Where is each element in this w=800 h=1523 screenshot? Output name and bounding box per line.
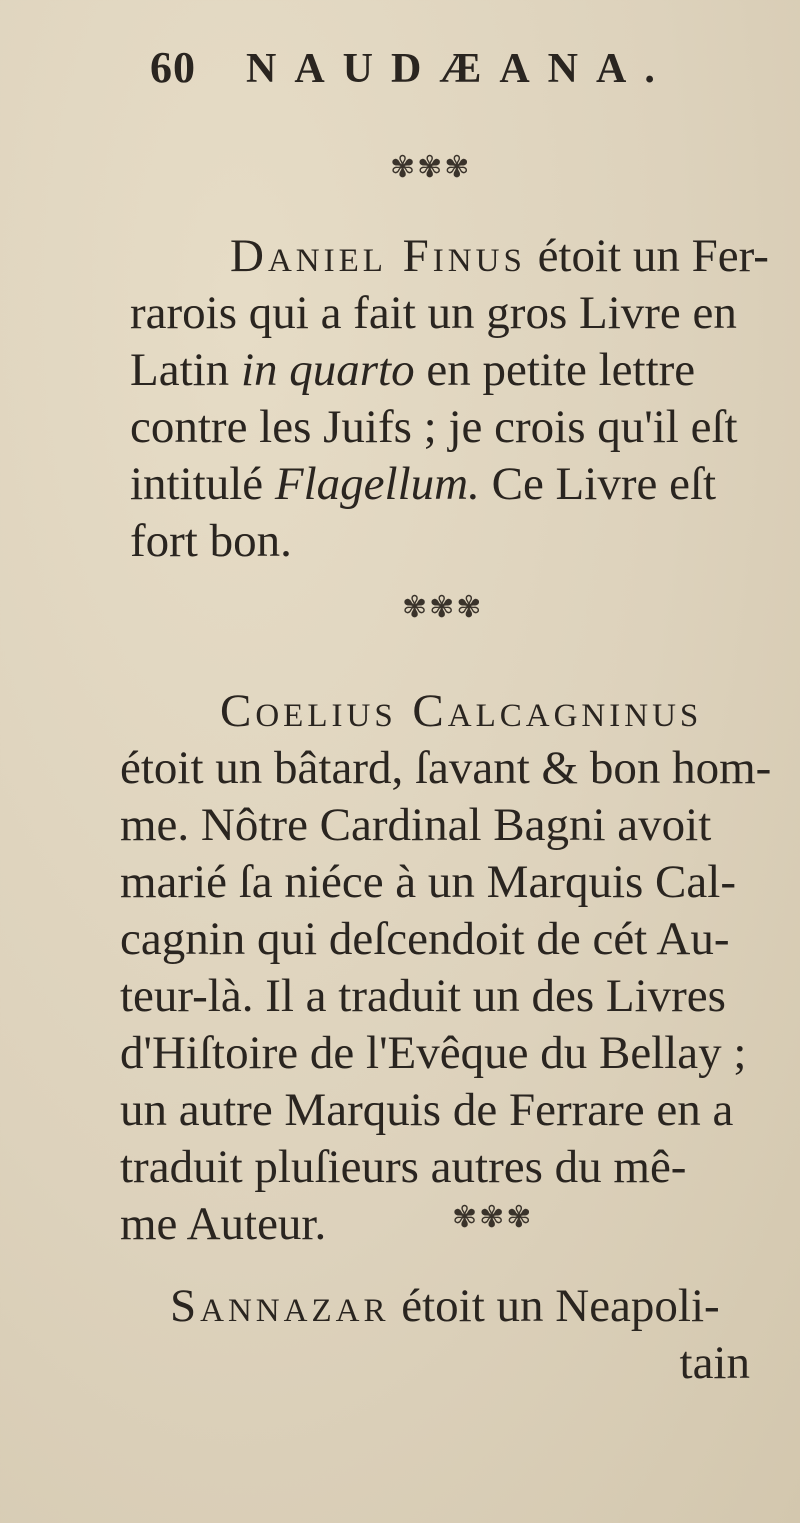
fleuron-ornament-icon: ✾✾✾ xyxy=(390,150,472,185)
entry-line: cagnin qui deſcendoit de cét Au- xyxy=(120,913,730,965)
entry-line: fort bon. xyxy=(130,515,292,567)
entry-line: intitulé Flagellum. Ce Livre eſt xyxy=(130,458,717,510)
entry-line: contre les Juifs ; je crois qu'il eſt xyxy=(130,401,738,453)
entry-line xyxy=(120,683,800,740)
entry-line: traduit pluſieurs autres du mê- xyxy=(120,1141,687,1193)
entry-line: rarois qui a fait un gros Livre en xyxy=(130,287,737,339)
entry-daniel-finus xyxy=(130,228,800,570)
entry-line: un autre Marquis de Ferrare en a xyxy=(120,1084,734,1136)
running-head xyxy=(150,42,710,93)
entry-name-head: Daniel Finus xyxy=(230,230,526,282)
entry-line: Sannazar étoit un Neapoli- xyxy=(170,1280,720,1332)
entry-line: d'Hiſtoire de l'Evêque du Bellay ; xyxy=(120,1027,747,1079)
entry-line: étoit un bâtard, ſavant & bon hom- xyxy=(120,742,772,794)
running-title: NAUDÆANA. xyxy=(246,46,673,92)
entry-line: Daniel Finus étoit un Fer- xyxy=(230,230,769,282)
catchword: tain xyxy=(679,1337,750,1389)
page-number: 60 xyxy=(150,43,196,92)
entry-line: me Auteur. xyxy=(120,1198,327,1250)
entry-line: Latin in quarto en petite lettre xyxy=(130,344,696,396)
entry-name-head: Sannazar xyxy=(170,1280,390,1332)
entry-line: marié ſa niéce à un Marquis Cal- xyxy=(120,856,736,908)
fleuron-ornament-icon: ✾✾✾ xyxy=(402,590,484,625)
entry-line: me. Nôtre Cardinal Bagni avoit xyxy=(120,799,712,851)
entry-name-head: Coelius Calcagninus xyxy=(220,685,703,737)
entry-sannazar xyxy=(170,1278,800,1392)
entry-coelius-calcagninus xyxy=(120,683,800,1253)
fleuron-ornament-icon: ✾✾✾ xyxy=(452,1200,534,1235)
entry-line: teur-là. Il a traduit un des Livres xyxy=(120,970,726,1022)
